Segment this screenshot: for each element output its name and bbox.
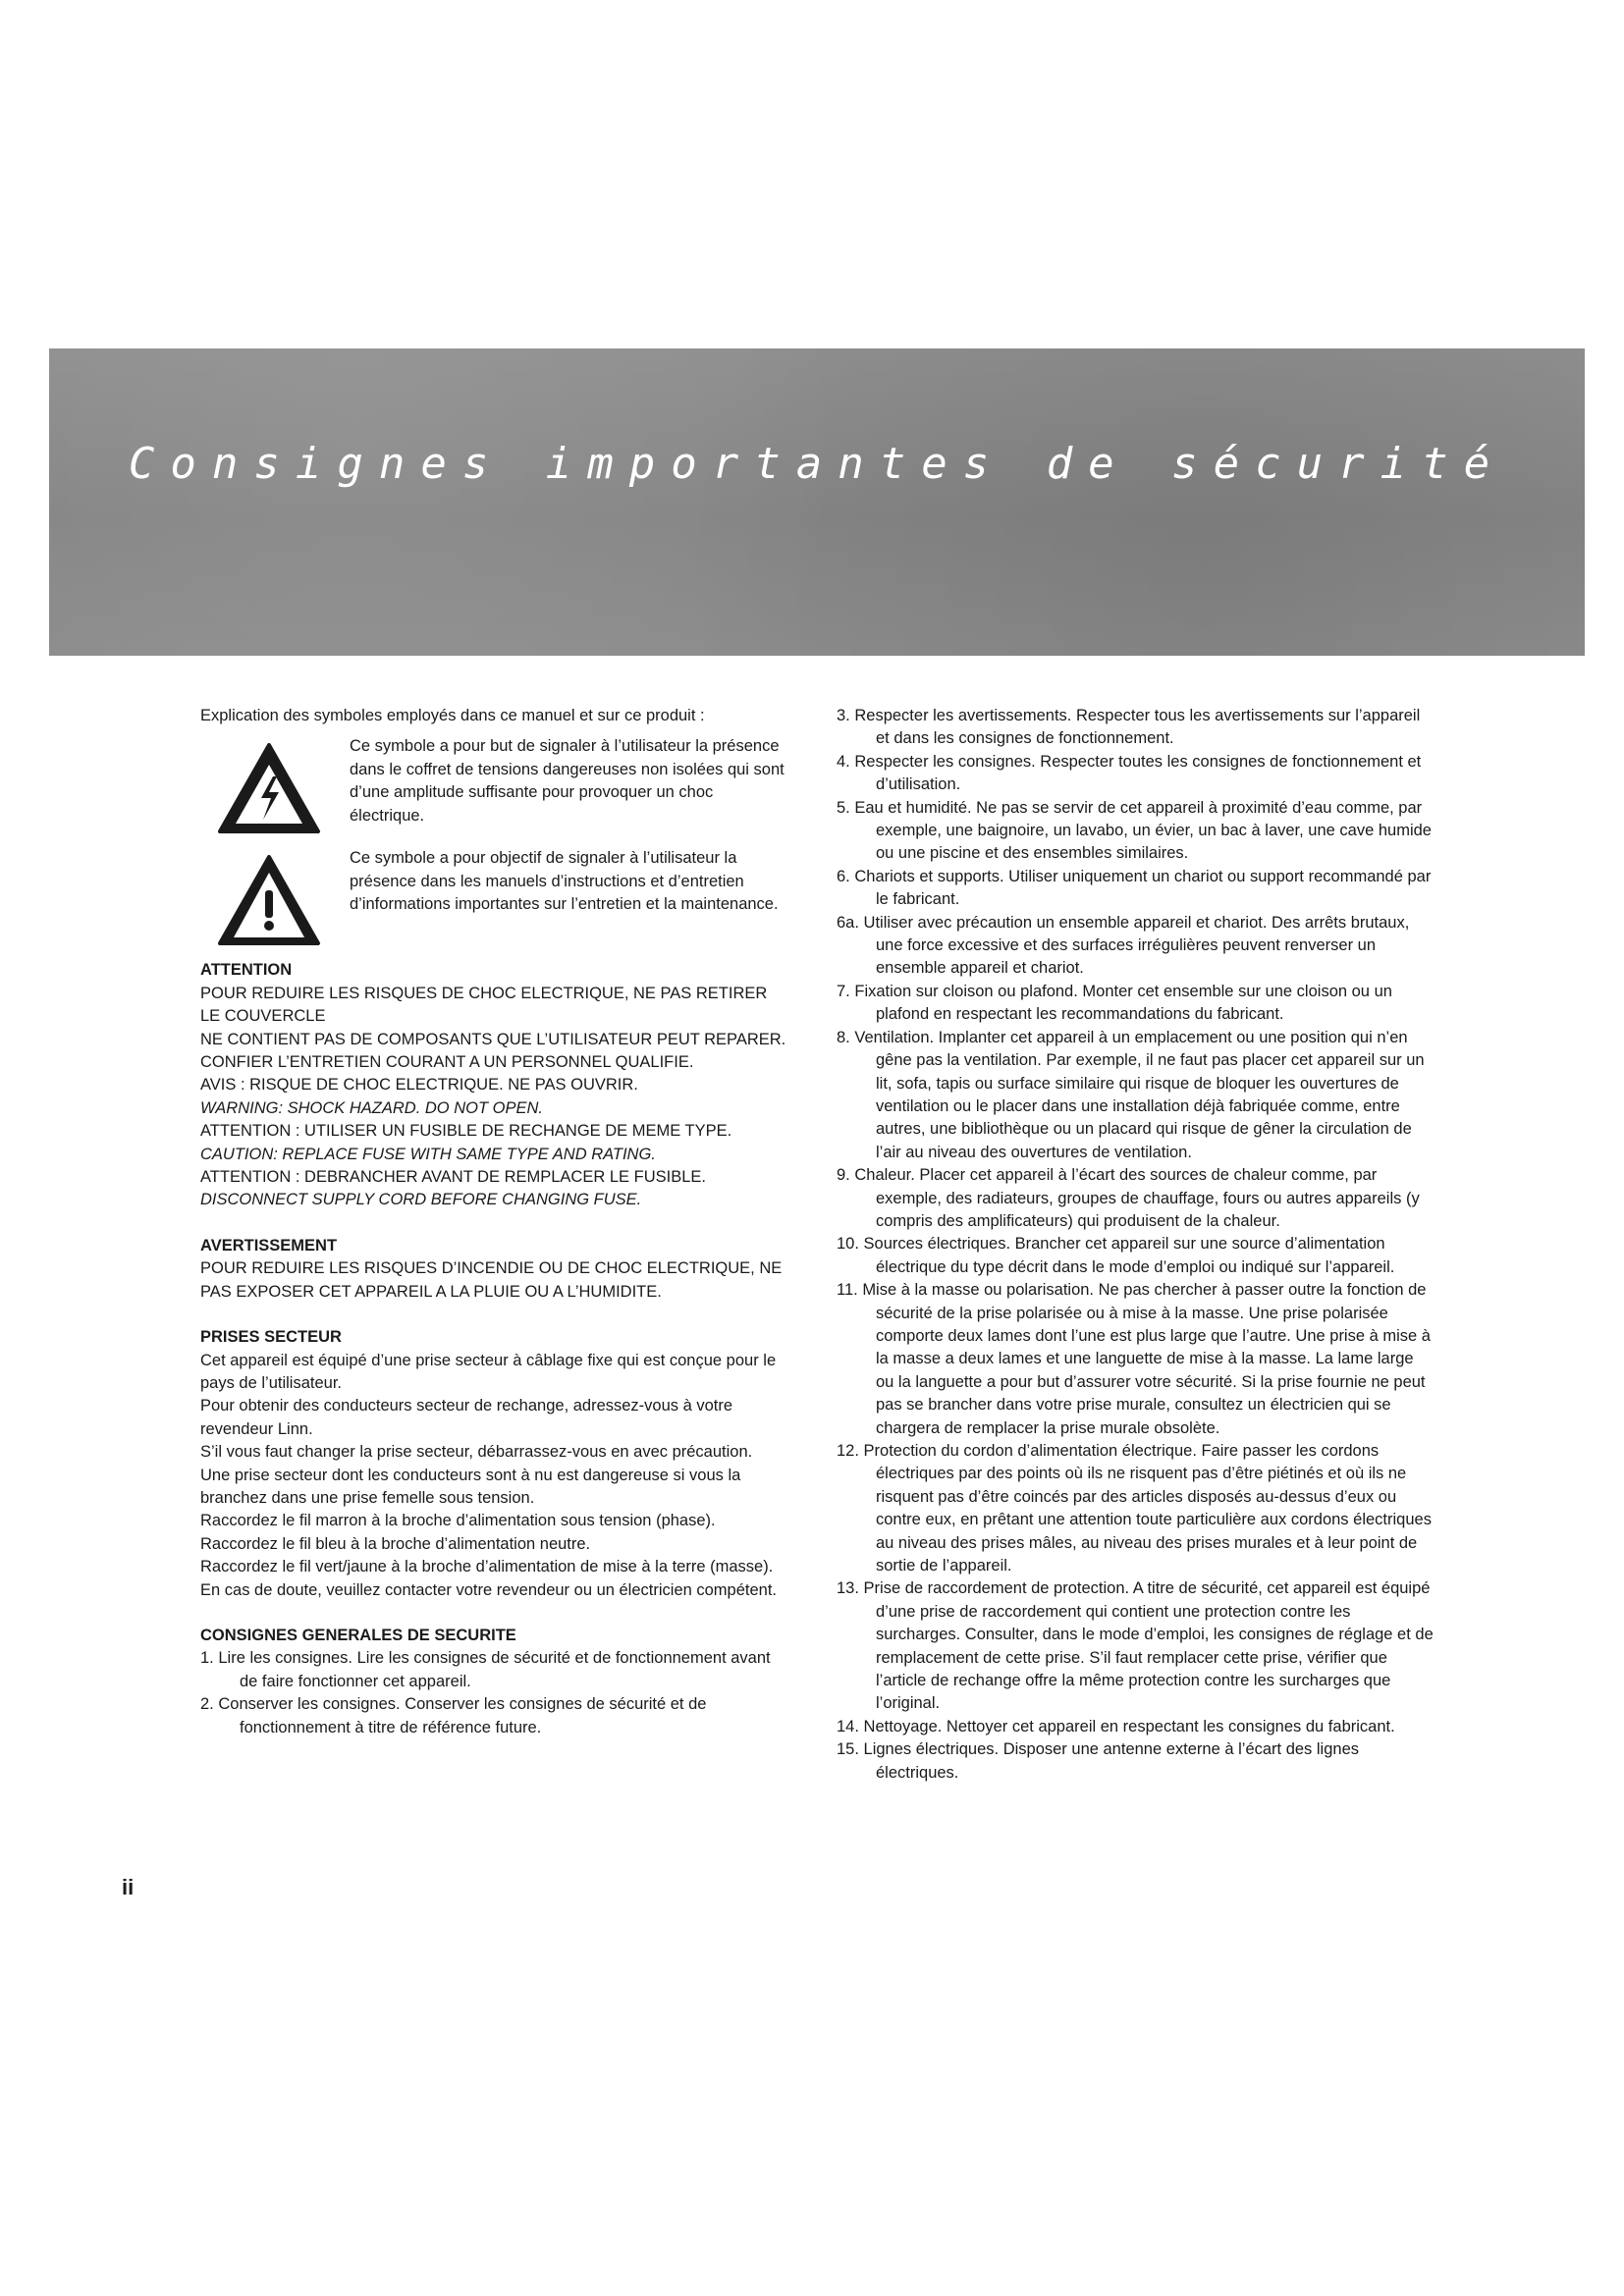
- title-banner: [49, 348, 1585, 656]
- exclamation-symbol-text: Ce symbole a pour objectif de signaler à l’utilisateur la présence dans les manuels d’instructions et d’entretien d’informations importantes sur l’entretien et la maintenance.: [350, 849, 779, 914]
- list-item: 11. Mise à la masse ou polarisation. Ne pas chercher à passer outre la fonction de sécurité de la prise polarisée ou à mise à la masse. Une prise polarisée comporte deux lames dont l’une est plus large que l’autre. Une prise à mise à la masse a deux lames et une languette de mise à la masse. La lame large ou la languette a pour but d’assurer votre sécurité. Si la prise fournie ne peut pas se brancher dans votre prise murale, consultez un électricien qui se chargera de remplacer la prise murale obsolète.: [837, 1281, 1431, 1437]
- consignes-list-right: [837, 705, 1434, 1785]
- right-column: [837, 705, 1434, 1785]
- prises-line: Raccordez le fil bleu à la broche d’alimentation neutre.: [200, 1534, 591, 1553]
- exclamation-symbol-row: [200, 847, 791, 947]
- list-item: 6a. Utiliser avec précaution un ensemble appareil et chariot. Des arrêts brutaux, une force excessive et des surfaces irrégulières peuvent renverser un ensemble appareil et chariot.: [837, 913, 1410, 978]
- list-item: 12. Protection du cordon d’alimentation électrique. Faire passer les cordons électriques par des points où ils ne risquent pas d’être piétinés et où ils ne risquent pas d’être coincés par des articles disposés au-dessus d’eux ou contre eux, en prêtant une attention toute particulière aux cordons électriques au niveau des prises mâles, au niveau des prises murales et à leur point de sortie de l’appareil.: [837, 1442, 1432, 1575]
- attention-line: WARNING: SHOCK HAZARD. DO NOT OPEN.: [200, 1098, 543, 1117]
- prises-section: [200, 1326, 791, 1602]
- list-item: 6. Chariots et supports. Utiliser uniquement un chariot ou support recommandé par le fabricant.: [837, 867, 1432, 909]
- lightning-symbol-text: Ce symbole a pour but de signaler à l’utilisateur la présence dans le coffret de tensions dangereuses non isolées qui sont d’une amplitude suffisante pour provoquer un choc électrique.: [350, 737, 785, 825]
- attention-line: AVIS : RISQUE DE CHOC ELECTRIQUE. NE PAS OUVRIR.: [200, 1076, 638, 1095]
- list-item: 9. Chaleur. Placer cet appareil à l’écart des sources de chaleur comme, par exemple, des radiateurs, groupes de chauffage, fours ou autres appareils (y compris des amplificateurs) qui produisent de la chaleur.: [837, 1166, 1420, 1230]
- list-item: 7. Fixation sur cloison ou plafond. Monter cet ensemble sur une cloison ou un plafond en respectant les recommandations du fabricant.: [837, 982, 1392, 1024]
- consignes-heading: CONSIGNES GENERALES DE SECURITE: [200, 1626, 516, 1644]
- prises-line: S’il vous faut changer la prise secteur, débarrassez-vous en avec précaution.: [200, 1443, 753, 1462]
- attention-line: CONFIER L’ENTRETIEN COURANT A UN PERSONNEL QUALIFIE.: [200, 1053, 694, 1072]
- list-item: 3. Respecter les avertissements. Respecter tous les avertissements sur l’appareil et dans les consignes de fonctionnement.: [837, 707, 1421, 748]
- avertissement-heading: AVERTISSEMENT: [200, 1236, 338, 1255]
- prises-line: Pour obtenir des conducteurs secteur de rechange, adressez-vous à votre revendeur Linn.: [200, 1397, 733, 1438]
- attention-line: ATTENTION : DEBRANCHER AVANT DE REMPLACER LE FUSIBLE.: [200, 1168, 706, 1187]
- left-column: [200, 705, 791, 1739]
- prises-line: Une prise secteur dont les conducteurs sont à nu est dangereuse si vous la branchez dans une prise femelle sous tension.: [200, 1466, 741, 1507]
- page-title: Consignes importantes de sécurité: [128, 439, 1506, 489]
- consignes-section: [200, 1625, 791, 1739]
- list-item: 8. Ventilation. Implanter cet appareil à un emplacement ou une position qui n’en gêne pas la ventilation. Par exemple, il ne faut pas placer cet appareil sur un lit, sofa, tapis ou surface similaire qui risque de bloquer les ouvertures de ventilation ou le placer dans une installation déjà fabriquée comme, entre autres, une bibliothèque ou un placard qui risque de gêner la circulation de l’air au niveau des ouvertures de ventilation.: [837, 1028, 1425, 1161]
- prises-line: Raccordez le fil marron à la broche d’alimentation sous tension (phase).: [200, 1512, 716, 1530]
- list-item: 14. Nettoyage. Nettoyer cet appareil en respectant les consignes du fabricant.: [837, 1717, 1395, 1735]
- prises-line: En cas de doute, veuillez contacter votre revendeur ou un électricien compétent.: [200, 1580, 778, 1599]
- lightning-warning-icon: [200, 735, 350, 835]
- list-item: 15. Lignes électriques. Disposer une antenne externe à l’écart des lignes électriques.: [837, 1740, 1360, 1782]
- list-item: 1. Lire les consignes. Lire les consignes de sécurité et de fonctionnement avant de faire fonctionner cet appareil.: [200, 1649, 771, 1690]
- lightning-symbol-row: [200, 735, 791, 835]
- list-item: 13. Prise de raccordement de protection. A titre de sécurité, cet appareil est équipé d’une prise de raccordement qui contient une protection contre les surcharges. Consulter, dans le mode d’emploi, les consignes de réglage et de remplacement de cette prise. S’il faut remplacer cette prise, vérifier que l’article de rechange offre la même protection contre les surcharges que l’original.: [837, 1579, 1434, 1713]
- prises-heading: PRISES SECTEUR: [200, 1328, 342, 1347]
- prises-line: Raccordez le fil vert/jaune à la broche d’alimentation de mise à la terre (masse).: [200, 1558, 774, 1576]
- symbols-intro: Explication des symboles employés dans ce manuel et sur ce produit :: [200, 707, 705, 724]
- attention-section: [200, 959, 791, 1211]
- attention-line: CAUTION: REPLACE FUSE WITH SAME TYPE AND RATING.: [200, 1145, 656, 1163]
- list-item: 5. Eau et humidité. Ne pas se servir de cet appareil à proximité d’eau comme, par exemple, une baignoire, un lavabo, un évier, un bac à laver, une cave humide ou une piscine et des ensembles similaires.: [837, 798, 1432, 863]
- exclamation-warning-icon: [200, 847, 350, 947]
- prises-line: Cet appareil est équipé d’une prise secteur à câblage fixe qui est conçue pour le pays de l’utilisateur.: [200, 1351, 777, 1392]
- page-number: ii: [122, 1875, 135, 1899]
- consignes-list-left: [200, 1647, 791, 1739]
- list-item: 2. Conserver les consignes. Conserver les consignes de sécurité et de fonctionnement à titre de référence future.: [200, 1695, 707, 1736]
- attention-line: ATTENTION : UTILISER UN FUSIBLE DE RECHANGE DE MEME TYPE.: [200, 1122, 732, 1141]
- attention-heading: ATTENTION: [200, 961, 293, 980]
- list-item: 10. Sources électriques. Brancher cet appareil sur une source d’alimentation électrique du type décrit dans le mode d’emploi ou indiqué sur l’appareil.: [837, 1235, 1395, 1276]
- avertissement-section: [200, 1235, 791, 1304]
- attention-line: POUR REDUIRE LES RISQUES DE CHOC ELECTRIQUE, NE PAS RETIRER LE COUVERCLE: [200, 984, 768, 1026]
- attention-line: DISCONNECT SUPPLY CORD BEFORE CHANGING FUSE.: [200, 1191, 642, 1209]
- avertissement-text: POUR REDUIRE LES RISQUES D’INCENDIE OU DE CHOC ELECTRIQUE, NE PAS EXPOSER CET APPAREIL A LA PLUIE OU A L’HUMIDITE.: [200, 1259, 783, 1301]
- list-item: 4. Respecter les consignes. Respecter toutes les consignes de fonctionnement et d’utilisation.: [837, 752, 1422, 794]
- attention-line: NE CONTIENT PAS DE COMPOSANTS QUE L’UTILISATEUR PEUT REPARER.: [200, 1030, 786, 1048]
